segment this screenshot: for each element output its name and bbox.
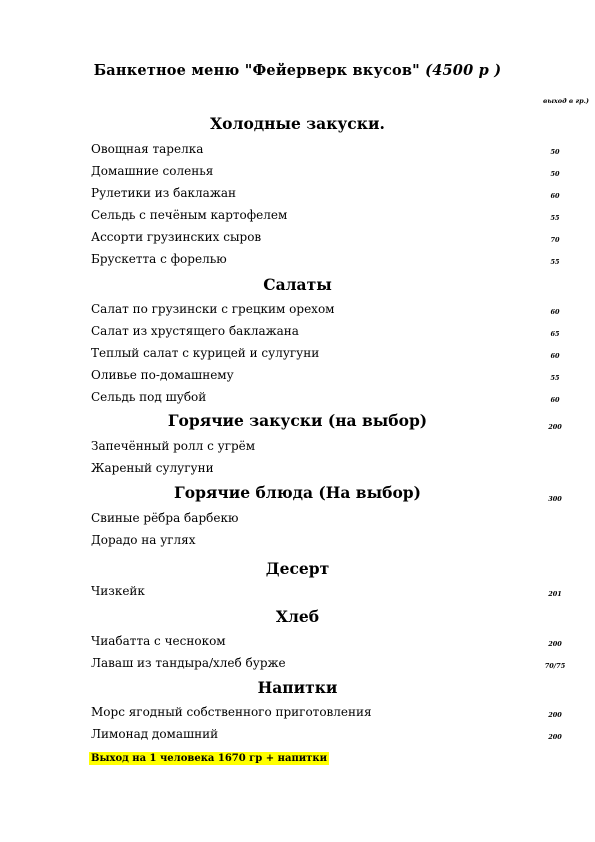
menu-item: Сельдь с печёным картофелем [91, 208, 288, 222]
section-title-drinks: Напитки [257, 678, 338, 697]
item-weight: 65 [550, 330, 560, 338]
item-weight: 70 [550, 236, 560, 244]
section-title-hot-snacks: Горячие закуски (на выбор) [167, 411, 428, 430]
menu-item: Теплый салат с курицей и сулугуни [91, 346, 320, 360]
menu-item: Чиабатта с чесноком [91, 634, 226, 648]
item-weight: 50 [550, 148, 560, 156]
item-weight: 60 [550, 396, 560, 404]
menu-item: Рулетики из баклажан [91, 186, 237, 200]
section-weight: 200 [548, 423, 562, 431]
item-weight: 70/75 [544, 662, 566, 670]
menu-item: Сельдь под шубой [91, 390, 207, 404]
item-weight: 200 [548, 733, 562, 741]
menu-item: Чизкейк [91, 584, 145, 598]
item-weight: 200 [548, 711, 562, 719]
menu-item: Жареный сулугуни [91, 461, 214, 475]
section-title-cold: Холодные закуски. [210, 114, 385, 133]
menu-item: Свиные рёбра барбекю [91, 511, 239, 525]
menu-item: Оливье по-домашнему [91, 368, 234, 382]
total-output-note: Выход на 1 человека 1670 гр + напитки [91, 753, 328, 764]
menu-item: Запечённый ролл с угрём [91, 439, 256, 453]
menu-title [0, 62, 595, 79]
menu-item: Морс ягодный собственного приготовления [91, 705, 372, 719]
section-title-dessert: Десерт [265, 559, 330, 578]
item-weight: 55 [550, 258, 560, 266]
item-weight: 60 [550, 308, 560, 316]
menu-item: Ассорти грузинских сыров [91, 230, 262, 244]
item-weight: 50 [550, 170, 560, 178]
menu-title-text: Банкетное меню "Фейерверк вкусов" [93, 62, 420, 79]
section-title-salads: Салаты [263, 275, 332, 294]
item-weight: 60 [550, 352, 560, 360]
menu-item: Лаваш из тандыра/хлеб бурже [91, 656, 286, 670]
menu-item: Салат по грузински с грецким орехом [91, 302, 335, 316]
menu-item: Домашние соленья [91, 164, 214, 178]
menu-price: (4500 р ) [425, 62, 502, 79]
item-weight: 55 [550, 374, 560, 382]
section-title-hot-dishes: Горячие блюда (На выбор) [174, 483, 421, 502]
item-weight: 60 [550, 192, 560, 200]
section-weight: 300 [548, 495, 562, 503]
section-title-bread: Хлеб [275, 607, 320, 626]
unit-note: выход в гр.) [543, 97, 589, 105]
menu-item: Лимонад домашний [91, 727, 219, 741]
menu-item: Салат из хрустящего баклажана [91, 324, 299, 338]
item-weight: 201 [548, 590, 562, 598]
menu-item: Овощная тарелка [91, 142, 204, 156]
menu-item: Брускетта с форелью [91, 252, 227, 266]
item-weight: 200 [548, 640, 562, 648]
menu-item: Дорадо на углях [91, 533, 196, 547]
item-weight: 55 [550, 214, 560, 222]
